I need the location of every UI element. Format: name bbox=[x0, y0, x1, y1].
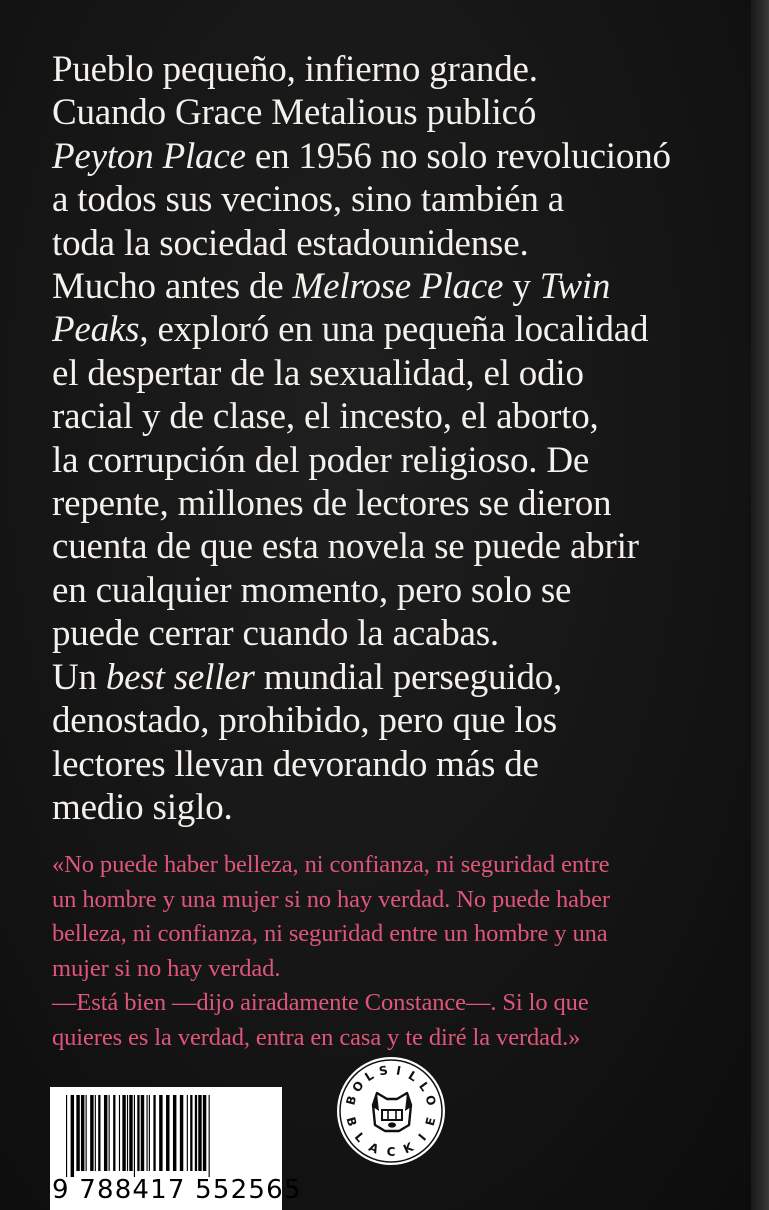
isbn-barcode bbox=[50, 1087, 302, 1210]
logo-letter: B bbox=[343, 1115, 360, 1128]
synopsis-line: toda la sociedad estadounidense. bbox=[52, 222, 529, 264]
barcode-bar bbox=[119, 1095, 120, 1171]
barcode-bar bbox=[113, 1095, 115, 1171]
logo-letter: B bbox=[343, 1094, 360, 1107]
synopsis-line: medio siglo. bbox=[52, 786, 233, 828]
barcode-bar bbox=[195, 1095, 197, 1171]
barcode-bars bbox=[66, 1095, 266, 1177]
series-title-italic: Twin bbox=[539, 266, 611, 308]
logo-letter: E bbox=[422, 1115, 439, 1128]
synopsis-line: Peyton Place en 1956 no solo revolucionó bbox=[52, 135, 671, 177]
barcode-bar bbox=[180, 1095, 183, 1171]
barcode-bar bbox=[76, 1095, 79, 1171]
barcode-bar bbox=[166, 1095, 169, 1171]
barcode-bar bbox=[137, 1095, 139, 1171]
barcode-bar bbox=[109, 1095, 110, 1171]
logo-letter: I bbox=[415, 1131, 430, 1144]
synopsis-line: puede cerrar cuando la acabas. bbox=[52, 613, 499, 655]
synopsis-line: en cualquier momento, pero solo se bbox=[52, 569, 572, 611]
barcode-bar bbox=[141, 1095, 144, 1171]
barcode-bar bbox=[149, 1095, 150, 1171]
barcode-bar bbox=[173, 1095, 176, 1171]
synopsis-line: cuenta de que esta novela se puede abrir bbox=[52, 526, 639, 568]
barcode-bar bbox=[127, 1095, 128, 1171]
logo-letter: O bbox=[349, 1078, 367, 1095]
quote-line: —Está bien —dijo airadamente Constance—. Si lo que bbox=[52, 989, 589, 1016]
barcode-bar bbox=[134, 1095, 135, 1177]
synopsis-text bbox=[52, 48, 732, 829]
logo-letter: L bbox=[405, 1068, 420, 1085]
quote-line: belleza, ni confianza, ni seguridad entre un hombre y una bbox=[52, 920, 608, 947]
barcode-bar bbox=[198, 1095, 201, 1171]
synopsis-line: Peaks, exploró en una pequeña localidad bbox=[52, 309, 649, 351]
logo-letter: O bbox=[422, 1093, 439, 1108]
synopsis-line: el despertar de la sexualidad, el odio bbox=[52, 352, 584, 394]
isbn-digits: 9 788417 552565 bbox=[52, 1175, 302, 1205]
synopsis-line: Cuando Grace Metalious publicó bbox=[52, 92, 537, 134]
barcode-bar bbox=[95, 1095, 96, 1171]
synopsis-line: racial y de clase, el incesto, el aborto, bbox=[52, 396, 599, 438]
synopsis-line: a todos sus vecinos, sino también a bbox=[52, 179, 564, 221]
logo-letter: L bbox=[416, 1079, 432, 1094]
excerpt-quote bbox=[52, 848, 712, 1055]
series-title-italic: Melrose Place bbox=[292, 266, 504, 308]
synopsis-line: la corrupción del poder religioso. De bbox=[52, 439, 590, 481]
series-title-italic: Peaks bbox=[52, 309, 140, 351]
barcode-bar bbox=[147, 1095, 148, 1171]
quote-line: mujer si no hay verdad. bbox=[52, 954, 281, 982]
logo-letter: L bbox=[362, 1068, 377, 1085]
synopsis-line: Un best seller mundial perseguido, bbox=[52, 656, 563, 698]
logo-letter: A bbox=[366, 1139, 381, 1157]
synopsis-line: repente, millones de lectores se dieron bbox=[52, 483, 612, 525]
barcode-bar bbox=[153, 1095, 155, 1171]
barcode-bar bbox=[66, 1095, 67, 1177]
barcode-bar bbox=[203, 1095, 206, 1171]
barcode-bar bbox=[81, 1095, 84, 1171]
barcode-bar bbox=[98, 1095, 100, 1171]
barcode-bar bbox=[86, 1095, 87, 1171]
synopsis-line: lectores llevan devorando más de bbox=[52, 743, 539, 785]
barcode-bar bbox=[159, 1095, 162, 1171]
quote-line: «No puede haber belleza, ni confianza, ni seguridad entre bbox=[52, 851, 610, 878]
barcode-bar bbox=[129, 1095, 132, 1171]
synopsis-line: Mucho antes de Melrose Place y Twin bbox=[52, 266, 611, 308]
bolsillo-blackie-logo bbox=[335, 1055, 447, 1167]
barcode-bar bbox=[187, 1095, 188, 1171]
logo-letter: C bbox=[386, 1145, 396, 1159]
quote-line: quieres es la verdad, entra en casa y te diré la verdad.» bbox=[52, 1023, 581, 1051]
quote-line: un hombre y una mujer si no hay verdad. No puede haber bbox=[52, 885, 610, 913]
logo-letter: S bbox=[377, 1063, 389, 1079]
cover-edge bbox=[751, 0, 769, 1210]
barcode-bar bbox=[122, 1095, 125, 1171]
barcode-bar bbox=[71, 1095, 74, 1177]
barcode-bar bbox=[190, 1095, 192, 1171]
logo-letter: I bbox=[395, 1063, 403, 1079]
barcode-bar bbox=[90, 1095, 93, 1171]
synopsis-line: Pueblo pequeño, infierno grande. bbox=[52, 49, 538, 90]
dog-icon bbox=[373, 1093, 411, 1131]
best-seller-italic: best seller bbox=[105, 656, 255, 698]
logo-letter: K bbox=[401, 1139, 416, 1157]
synopsis-line: denostado, prohibido, pero que los bbox=[52, 700, 557, 742]
barcode-bar bbox=[104, 1095, 107, 1171]
barcode-bar bbox=[209, 1095, 210, 1177]
logo-letter: L bbox=[351, 1129, 368, 1145]
book-title-italic: Peyton Place bbox=[52, 135, 246, 177]
